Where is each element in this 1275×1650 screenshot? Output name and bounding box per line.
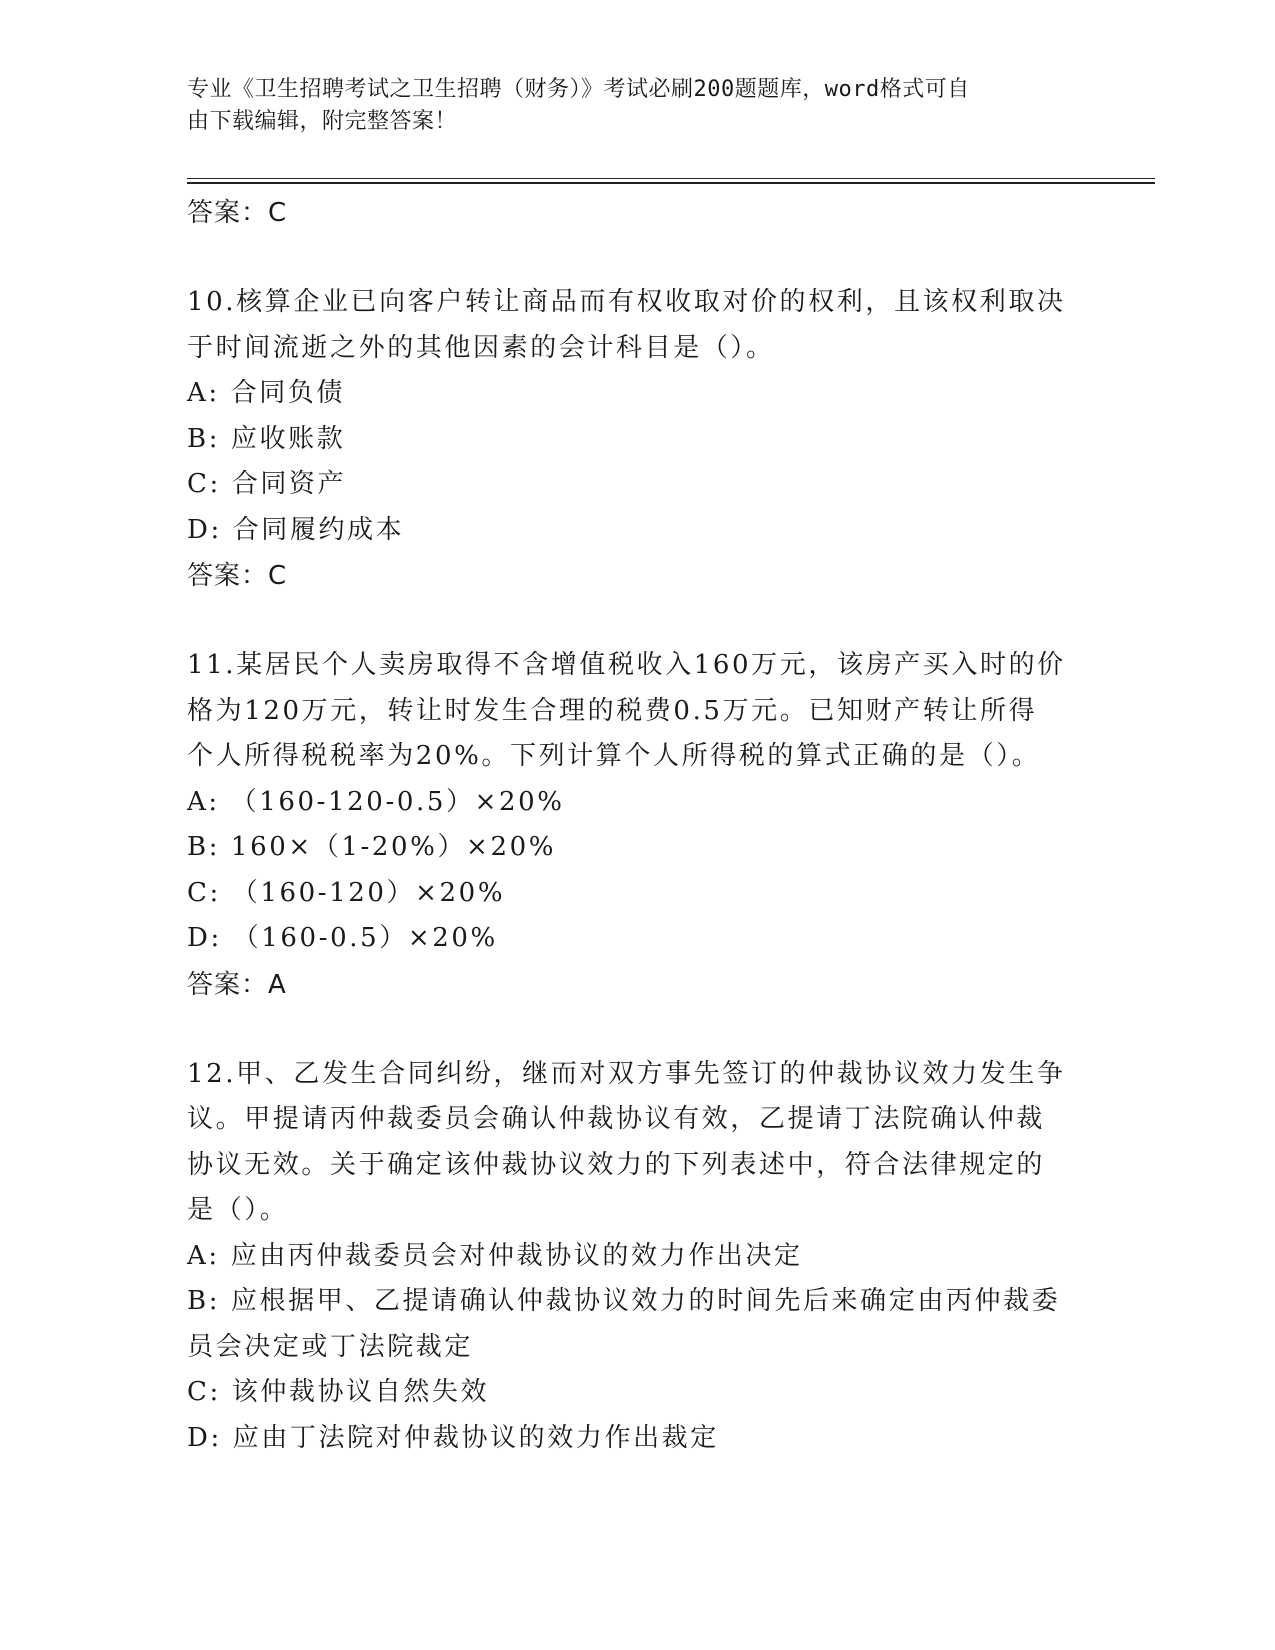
question-12-option-c: C: 该仲裁协议自然失效	[187, 1377, 490, 1407]
question-content	[187, 190, 1087, 1461]
question-11-option-a: A: （160-120-0.5）×20%	[187, 786, 565, 817]
question-12-option-d: D: 应由丁法院对仲裁协议的效力作出裁定	[187, 1422, 719, 1453]
question-12-line-3: 协议无效。关于确定该仲裁协议效力的下列表述中，符合法律规定的	[187, 1149, 1046, 1180]
header-line-1: 专业《卫生招聘考试之卫生招聘（财务）》考试必刷200题题库，word格式可自	[187, 77, 970, 102]
header-divider-thick	[187, 182, 1155, 184]
question-10-answer: 答案：C	[187, 561, 288, 591]
question-12-option-b: B: 应根据甲、乙提请确认仲裁协议效力的时间先后来确定由丙仲裁委	[187, 1286, 1061, 1316]
question-10-option-d: D: 合同履约成本	[187, 514, 405, 545]
question-11-line-1: 11.某居民个人卖房取得不含增值税收入160万元，该房产买入时的价	[187, 650, 1066, 680]
header-line-2: 由下载编辑，附完整答案！	[187, 109, 458, 134]
question-12-line-1: 12.甲、乙发生合同纠纷，继而对双方事先签订的仲裁协议效力发生争	[187, 1058, 1066, 1089]
question-11-line-3: 个人所得税税率为20%。下列计算个人所得税的算式正确的是（）。	[187, 741, 1041, 771]
question-11	[187, 643, 1087, 1008]
spacer	[187, 1008, 1087, 1052]
question-10-option-b: B: 应收账款	[187, 423, 346, 454]
question-12-option-a: A: 应由丙仲裁委员会对仲裁协议的效力作出决定	[187, 1240, 803, 1271]
header-divider-thin	[187, 178, 1155, 179]
question-12-line-4: 是（）。	[187, 1195, 289, 1225]
question-11-option-c: C: （160-120）×20%	[187, 877, 506, 908]
question-12-line-2: 议。甲提请丙仲裁委员会确认仲裁协议有效，乙提请丁法院确认仲裁	[187, 1104, 1046, 1134]
question-11-answer: 答案：A	[187, 969, 287, 1000]
question-10-line-2: 于时间流逝之外的其他因素的会计科目是（）。	[187, 332, 775, 363]
previous-answer: 答案：C	[187, 198, 288, 228]
question-11-line-2: 格为120万元，转让时发生合理的税费0.5万元。已知财产转让所得	[187, 695, 1038, 726]
spacer	[187, 236, 1087, 280]
question-10-line-1: 10.核算企业已向客户转让商品而有权收取对价的权利，且该权利取决	[187, 287, 1066, 317]
question-11-option-d: D: （160-0.5）×20%	[187, 923, 498, 953]
document-header	[187, 74, 1067, 138]
question-10-option-c: C: 合同资产	[187, 469, 347, 499]
spacer	[187, 599, 1087, 643]
question-10	[187, 280, 1087, 599]
question-12-option-b-cont: 员会决定或丁法院裁定	[187, 1331, 474, 1362]
question-10-option-a: A: 合同负债	[187, 378, 346, 408]
question-11-option-b: B: 160×（1-20%）×20%	[187, 832, 557, 862]
question-12	[187, 1052, 1087, 1462]
